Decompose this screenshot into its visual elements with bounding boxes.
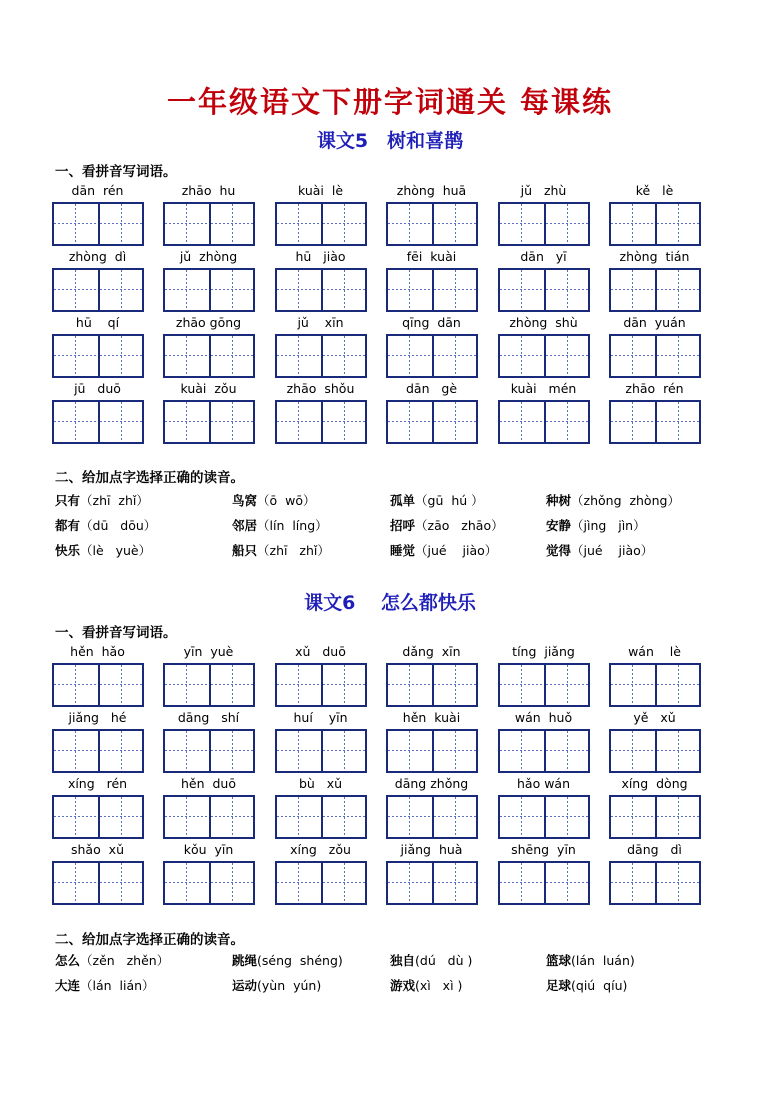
writing-box[interactable]: [386, 663, 478, 707]
pronunciation-choice: [546, 516, 646, 534]
character-cell[interactable]: [165, 402, 209, 442]
choice-word: 独自: [390, 953, 416, 968]
character-cell[interactable]: [388, 402, 432, 442]
choice-options[interactable]: (yùn yún): [257, 978, 322, 993]
character-cell[interactable]: [277, 665, 321, 705]
pronunciation-choice: [55, 951, 169, 969]
choice-options[interactable]: (xì xì ): [415, 978, 463, 993]
writing-box[interactable]: [52, 795, 144, 839]
pronunciation-choice: [390, 951, 472, 969]
choice-options[interactable]: （zhī zhǐ）: [80, 493, 149, 508]
writing-box[interactable]: [163, 729, 255, 773]
writing-box[interactable]: [609, 334, 701, 378]
pinyin-label: kuài zǒu: [180, 381, 237, 396]
writing-box[interactable]: [609, 663, 701, 707]
writing-box[interactable]: [386, 202, 478, 246]
character-cell[interactable]: [655, 731, 699, 771]
character-cell[interactable]: [165, 270, 209, 310]
character-cell[interactable]: [98, 731, 142, 771]
character-cell[interactable]: [432, 665, 476, 705]
pinyin-label: yě xǔ: [633, 710, 676, 725]
character-cell[interactable]: [611, 270, 655, 310]
writing-box[interactable]: [498, 729, 590, 773]
character-cell[interactable]: [321, 402, 365, 442]
pronunciation-choice: [232, 541, 330, 559]
choice-options[interactable]: （lín líng）: [257, 518, 328, 533]
pinyin-label: qīng dān: [402, 315, 461, 330]
choice-options[interactable]: （zāo zhāo）: [415, 518, 504, 533]
character-cell[interactable]: [500, 336, 544, 376]
pronunciation-choice: [390, 976, 462, 994]
pinyin-label: yīn yuè: [183, 644, 234, 659]
pronunciation-choice: [390, 491, 484, 509]
choice-word: 孤单: [390, 493, 416, 508]
choice-options[interactable]: （lán lián）: [80, 978, 155, 993]
choice-options[interactable]: （dū dōu）: [80, 518, 157, 533]
lesson-title: 课文6 怎么都快乐: [304, 592, 476, 614]
character-cell[interactable]: [321, 731, 365, 771]
choice-word: 游戏: [390, 978, 416, 993]
pinyin-label: jū duō: [74, 381, 121, 396]
character-cell[interactable]: [544, 863, 588, 903]
pinyin-label: jiǎng huà: [400, 842, 463, 857]
character-cell[interactable]: [165, 863, 209, 903]
pinyin-label: zhòng dì: [68, 249, 127, 264]
character-cell[interactable]: [655, 665, 699, 705]
writing-box[interactable]: [609, 795, 701, 839]
choice-word: 招呼: [390, 518, 416, 533]
character-cell[interactable]: [277, 270, 321, 310]
character-cell[interactable]: [277, 797, 321, 837]
page-title: 一年级语文下册字词通关 每课练: [166, 85, 614, 119]
character-cell[interactable]: [209, 336, 253, 376]
pinyin-label: hū jiào: [295, 249, 346, 264]
character-cell[interactable]: [388, 863, 432, 903]
character-cell[interactable]: [277, 402, 321, 442]
character-cell[interactable]: [54, 863, 98, 903]
character-cell[interactable]: [500, 863, 544, 903]
writing-box[interactable]: [609, 268, 701, 312]
character-cell[interactable]: [544, 731, 588, 771]
pinyin-label: tíng jiǎng: [512, 644, 575, 659]
character-cell[interactable]: [54, 731, 98, 771]
choice-options[interactable]: （jué jiào）: [571, 543, 654, 558]
choice-options[interactable]: （jué jiào）: [415, 543, 498, 558]
writing-box[interactable]: [52, 729, 144, 773]
task-heading-pronunciation: 二、给加点字选择正确的读音。: [55, 932, 244, 948]
pinyin-label: hū qí: [75, 315, 120, 330]
pinyin-label: wán lè: [628, 644, 681, 659]
character-cell[interactable]: [98, 270, 142, 310]
pinyin-label: dāng dì: [627, 842, 682, 857]
pinyin-label: zhòng tián: [619, 249, 690, 264]
character-cell[interactable]: [54, 665, 98, 705]
character-cell[interactable]: [432, 863, 476, 903]
character-cell[interactable]: [655, 402, 699, 442]
character-cell[interactable]: [98, 863, 142, 903]
character-cell[interactable]: [544, 204, 588, 244]
pinyin-label: jiǎng hé: [68, 710, 127, 725]
writing-box[interactable]: [498, 202, 590, 246]
writing-box[interactable]: [498, 861, 590, 905]
task-heading-pronunciation: 二、给加点字选择正确的读音。: [55, 470, 244, 486]
writing-box[interactable]: [52, 268, 144, 312]
writing-box[interactable]: [275, 861, 367, 905]
character-cell[interactable]: [432, 402, 476, 442]
writing-box[interactable]: [275, 400, 367, 444]
writing-box[interactable]: [52, 861, 144, 905]
writing-box[interactable]: [498, 268, 590, 312]
character-cell[interactable]: [544, 665, 588, 705]
character-cell[interactable]: [388, 665, 432, 705]
character-cell[interactable]: [655, 797, 699, 837]
character-cell[interactable]: [54, 402, 98, 442]
writing-box[interactable]: [275, 729, 367, 773]
task-heading-pinyin: 一、看拼音写词语。: [55, 625, 177, 641]
pinyin-label: hěn kuài: [402, 710, 461, 725]
pronunciation-choice: [55, 491, 149, 509]
character-cell[interactable]: [209, 797, 253, 837]
choice-word: 快乐: [55, 543, 81, 558]
pinyin-label: xíng dòng: [621, 776, 688, 791]
character-cell[interactable]: [544, 797, 588, 837]
pinyin-label: jǔ zhù: [520, 183, 567, 198]
pronunciation-choice: [232, 951, 343, 969]
pinyin-label: zhāo shǒu: [286, 381, 355, 396]
pinyin-label: wán huǒ: [514, 710, 573, 725]
writing-box[interactable]: [275, 268, 367, 312]
pinyin-label: jǔ zhòng: [179, 249, 238, 264]
pinyin-label: shǎo xǔ: [70, 842, 124, 857]
character-cell[interactable]: [544, 270, 588, 310]
choice-word: 种树: [546, 493, 572, 508]
choice-word: 篮球: [546, 953, 572, 968]
writing-box[interactable]: [386, 400, 478, 444]
pinyin-label: kuài lè: [297, 183, 344, 198]
choice-options[interactable]: (lán luán): [571, 953, 635, 968]
pinyin-label: hǎo wán: [516, 776, 570, 791]
character-cell[interactable]: [432, 797, 476, 837]
pronunciation-choice: [390, 541, 497, 559]
writing-box[interactable]: [52, 400, 144, 444]
choice-word: 怎么: [55, 953, 81, 968]
pronunciation-choice: [546, 976, 627, 994]
writing-box[interactable]: [386, 729, 478, 773]
task-heading-pinyin: 一、看拼音写词语。: [55, 164, 177, 180]
character-cell[interactable]: [432, 731, 476, 771]
pinyin-label: kuài mén: [510, 381, 577, 396]
character-cell[interactable]: [98, 336, 142, 376]
pinyin-label: zhāo rén: [625, 381, 684, 396]
character-cell[interactable]: [165, 665, 209, 705]
writing-box[interactable]: [498, 663, 590, 707]
character-cell[interactable]: [500, 270, 544, 310]
choice-word: 运动: [232, 978, 258, 993]
character-cell[interactable]: [544, 336, 588, 376]
character-cell[interactable]: [209, 204, 253, 244]
choice-options[interactable]: （zhǒng zhòng）: [571, 493, 680, 508]
character-cell[interactable]: [277, 204, 321, 244]
writing-box[interactable]: [386, 795, 478, 839]
pinyin-label: dān yuán: [623, 315, 686, 330]
character-cell[interactable]: [54, 204, 98, 244]
character-cell[interactable]: [165, 204, 209, 244]
writing-box[interactable]: [275, 663, 367, 707]
writing-box[interactable]: [275, 795, 367, 839]
character-cell[interactable]: [500, 204, 544, 244]
writing-box[interactable]: [498, 334, 590, 378]
character-cell[interactable]: [500, 402, 544, 442]
character-cell[interactable]: [500, 797, 544, 837]
character-cell[interactable]: [209, 270, 253, 310]
character-cell[interactable]: [388, 797, 432, 837]
writing-box[interactable]: [275, 202, 367, 246]
character-cell[interactable]: [611, 336, 655, 376]
choice-options[interactable]: （jìng jìn）: [571, 518, 646, 533]
choice-word: 跳绳: [232, 953, 258, 968]
choice-word: 大连: [55, 978, 81, 993]
writing-box[interactable]: [163, 861, 255, 905]
pinyin-label: kě lè: [635, 183, 674, 198]
pinyin-label: dǎng xīn: [402, 644, 461, 659]
pronunciation-choice: [232, 516, 328, 534]
pronunciation-choice: [546, 491, 680, 509]
pinyin-label: dāng shí: [177, 710, 240, 725]
choice-options[interactable]: （zhī zhǐ）: [257, 543, 330, 558]
pinyin-label: hěn hǎo: [70, 644, 125, 659]
character-cell[interactable]: [209, 863, 253, 903]
character-cell[interactable]: [209, 731, 253, 771]
pronunciation-choice: [232, 491, 315, 509]
character-cell[interactable]: [611, 402, 655, 442]
character-cell[interactable]: [321, 204, 365, 244]
choice-word: 只有: [55, 493, 81, 508]
character-cell[interactable]: [321, 665, 365, 705]
choice-word: 足球: [546, 978, 572, 993]
writing-box[interactable]: [163, 334, 255, 378]
pinyin-label: bù xǔ: [298, 776, 343, 791]
choice-word: 睡觉: [390, 543, 416, 558]
writing-box[interactable]: [52, 334, 144, 378]
character-cell[interactable]: [655, 270, 699, 310]
writing-box[interactable]: [163, 663, 255, 707]
pinyin-label: kǒu yīn: [183, 842, 234, 857]
pronunciation-choice: [546, 951, 635, 969]
choice-options[interactable]: (dú dù ): [415, 953, 473, 968]
character-cell[interactable]: [165, 731, 209, 771]
character-cell[interactable]: [611, 731, 655, 771]
choice-options[interactable]: （gū hú ）: [415, 493, 484, 508]
writing-box[interactable]: [498, 400, 590, 444]
character-cell[interactable]: [209, 402, 253, 442]
choice-options[interactable]: （lè yuè）: [80, 543, 152, 558]
choice-word: 安静: [546, 518, 572, 533]
character-cell[interactable]: [500, 731, 544, 771]
character-cell[interactable]: [388, 204, 432, 244]
choice-options[interactable]: (séng shéng): [257, 953, 343, 968]
character-cell[interactable]: [209, 665, 253, 705]
character-cell[interactable]: [655, 336, 699, 376]
character-cell[interactable]: [54, 797, 98, 837]
choice-word: 船只: [232, 543, 258, 558]
choice-options[interactable]: （ō wō）: [257, 493, 316, 508]
character-cell[interactable]: [544, 402, 588, 442]
writing-box[interactable]: [609, 400, 701, 444]
choice-word: 鸟窝: [232, 493, 258, 508]
writing-box[interactable]: [386, 861, 478, 905]
lesson-title: 课文5 树和喜鹊: [316, 130, 464, 152]
pinyin-label: xǔ duō: [295, 644, 346, 659]
character-cell[interactable]: [277, 731, 321, 771]
pinyin-label: dāng zhǒng: [394, 776, 469, 791]
choice-word: 邻居: [232, 518, 258, 533]
character-cell[interactable]: [388, 731, 432, 771]
character-cell[interactable]: [98, 204, 142, 244]
character-cell[interactable]: [388, 336, 432, 376]
writing-box[interactable]: [163, 268, 255, 312]
writing-box[interactable]: [52, 663, 144, 707]
choice-word: 觉得: [546, 543, 572, 558]
character-cell[interactable]: [432, 204, 476, 244]
pinyin-label: dān yī: [520, 249, 567, 264]
pinyin-label: zhòng shù: [509, 315, 578, 330]
writing-box[interactable]: [498, 795, 590, 839]
writing-box[interactable]: [52, 202, 144, 246]
character-cell[interactable]: [655, 204, 699, 244]
writing-box[interactable]: [386, 334, 478, 378]
pronunciation-choice: [55, 541, 151, 559]
character-cell[interactable]: [611, 797, 655, 837]
character-cell[interactable]: [655, 863, 699, 903]
character-cell[interactable]: [611, 863, 655, 903]
pinyin-label: shēng yīn: [511, 842, 576, 857]
writing-box[interactable]: [275, 334, 367, 378]
pronunciation-choice: [232, 976, 321, 994]
writing-box[interactable]: [386, 268, 478, 312]
character-cell[interactable]: [321, 270, 365, 310]
character-cell[interactable]: [432, 270, 476, 310]
character-cell[interactable]: [321, 863, 365, 903]
pinyin-label: xíng rén: [67, 776, 128, 791]
character-cell[interactable]: [165, 797, 209, 837]
character-cell[interactable]: [54, 336, 98, 376]
writing-box[interactable]: [609, 729, 701, 773]
writing-box[interactable]: [163, 202, 255, 246]
writing-box[interactable]: [163, 400, 255, 444]
writing-box[interactable]: [609, 202, 701, 246]
character-cell[interactable]: [500, 665, 544, 705]
pinyin-label: huí yīn: [293, 710, 348, 725]
character-cell[interactable]: [611, 665, 655, 705]
pinyin-label: zhāo hu: [181, 183, 236, 198]
pinyin-label: hěn duō: [181, 776, 236, 791]
pinyin-label: zhāo gōng: [175, 315, 242, 330]
writing-box[interactable]: [609, 861, 701, 905]
choice-word: 都有: [55, 518, 81, 533]
character-cell[interactable]: [277, 336, 321, 376]
pronunciation-choice: [546, 541, 653, 559]
choice-options[interactable]: （zěn zhěn）: [80, 953, 170, 968]
character-cell[interactable]: [611, 204, 655, 244]
character-cell[interactable]: [165, 336, 209, 376]
pinyin-label: dān gè: [405, 381, 458, 396]
character-cell[interactable]: [98, 402, 142, 442]
character-cell[interactable]: [277, 863, 321, 903]
pinyin-label: dān rén: [71, 183, 124, 198]
choice-options[interactable]: (qiú qíu): [571, 978, 628, 993]
pinyin-label: jǔ xīn: [297, 315, 344, 330]
writing-box[interactable]: [163, 795, 255, 839]
character-cell[interactable]: [388, 270, 432, 310]
character-cell[interactable]: [321, 336, 365, 376]
character-cell[interactable]: [432, 336, 476, 376]
character-cell[interactable]: [98, 665, 142, 705]
pinyin-label: fēi kuài: [406, 249, 457, 264]
pinyin-label: zhòng huā: [396, 183, 467, 198]
pronunciation-choice: [390, 516, 504, 534]
pinyin-label: xíng zǒu: [290, 842, 351, 857]
character-cell[interactable]: [54, 270, 98, 310]
pronunciation-choice: [55, 516, 156, 534]
pronunciation-choice: [55, 976, 155, 994]
character-cell[interactable]: [98, 797, 142, 837]
character-cell[interactable]: [321, 797, 365, 837]
